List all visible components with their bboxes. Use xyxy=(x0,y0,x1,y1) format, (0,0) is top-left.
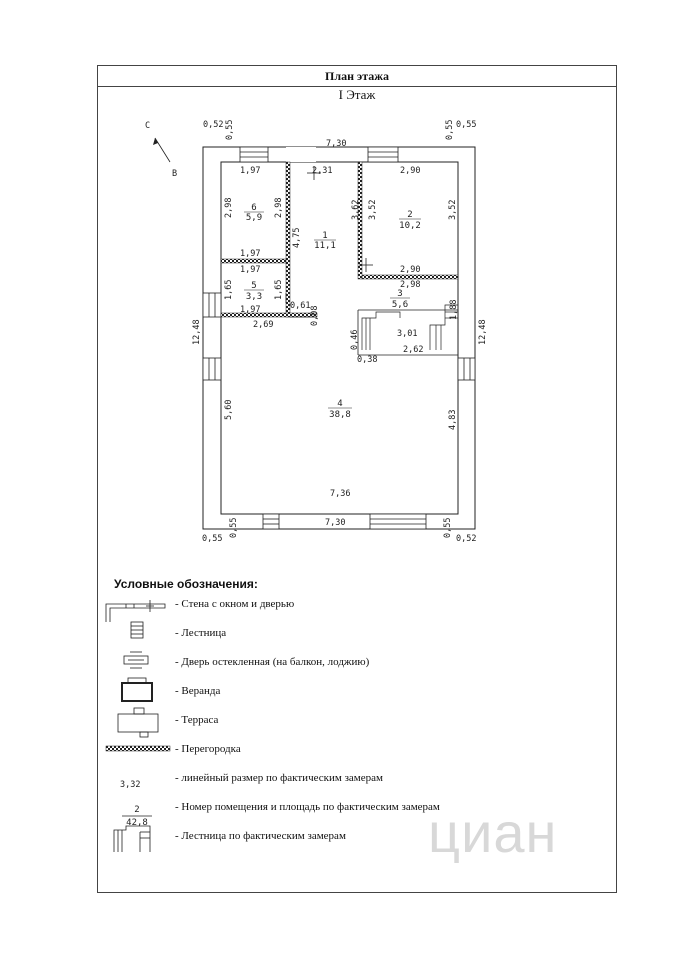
legend-item-stairs: - Лестница xyxy=(175,627,227,639)
svg-text:1,97: 1,97 xyxy=(240,265,261,275)
partition-icon xyxy=(106,746,170,751)
legend-item-glazed-door: - Дверь остекленная (на балкон, лоджию) xyxy=(175,656,370,668)
veranda-icon xyxy=(122,678,152,701)
legend-item-veranda: - Веранда xyxy=(175,685,221,697)
svg-text:2,98: 2,98 xyxy=(224,197,234,218)
svg-text:2,90: 2,90 xyxy=(400,166,421,176)
watermark-logo: циан xyxy=(428,801,558,864)
svg-text:0,55: 0,55 xyxy=(443,517,453,538)
svg-text:5,6: 5,6 xyxy=(391,300,409,310)
measured-stairs-icon xyxy=(114,826,150,852)
svg-text:7,36: 7,36 xyxy=(330,489,351,499)
legend-samples xyxy=(120,780,148,828)
svg-text:0,55: 0,55 xyxy=(202,534,223,544)
floor-label: I Этаж xyxy=(338,87,376,102)
room-2-label xyxy=(399,210,421,231)
svg-text:38,8: 38,8 xyxy=(329,410,351,420)
svg-text:12,48: 12,48 xyxy=(192,319,202,345)
sample-room-number: 2 xyxy=(134,805,140,815)
svg-text:7,30: 7,30 xyxy=(325,518,346,528)
svg-text:0,46: 0,46 xyxy=(350,329,360,350)
svg-text:2,69: 2,69 xyxy=(253,320,274,330)
compass-east: В xyxy=(172,169,178,179)
room-1-label xyxy=(314,231,336,251)
svg-text:4,75: 4,75 xyxy=(292,227,302,248)
svg-text:0,52: 0,52 xyxy=(456,534,477,544)
svg-text:2,90: 2,90 xyxy=(400,265,421,275)
svg-text:5: 5 xyxy=(251,281,257,291)
svg-text:3,62: 3,62 xyxy=(351,199,361,220)
outer-walls xyxy=(203,147,475,529)
svg-text:2,62: 2,62 xyxy=(403,345,424,355)
svg-text:5,9: 5,9 xyxy=(245,213,263,223)
compass-icon xyxy=(145,121,177,179)
legend-item-linear-size: - линейный размер по фактическим замерам xyxy=(175,772,383,784)
svg-text:3,52: 3,52 xyxy=(448,199,458,220)
svg-text:3,01: 3,01 xyxy=(397,329,418,339)
svg-text:0,55: 0,55 xyxy=(456,120,477,130)
svg-text:1,88: 1,88 xyxy=(449,299,459,320)
top-windows xyxy=(240,147,398,162)
svg-text:0,55: 0,55 xyxy=(225,119,235,140)
room-labels xyxy=(244,203,424,420)
legend-item-terrace: - Терраса xyxy=(175,714,219,726)
legend-item-wall: - Стена с окном и дверью xyxy=(175,598,295,610)
terrace-icon xyxy=(118,708,158,737)
svg-text:2: 2 xyxy=(407,210,413,220)
svg-text:0,08: 0,08 xyxy=(310,305,320,326)
svg-text:6: 6 xyxy=(251,203,257,213)
svg-text:12,48: 12,48 xyxy=(478,319,488,345)
room-4-label xyxy=(328,399,352,420)
wall-window-door-icon xyxy=(106,600,165,622)
svg-text:0,55: 0,55 xyxy=(229,517,239,538)
legend-item-partition: - Перегородка xyxy=(175,743,241,755)
svg-text:0,61: 0,61 xyxy=(290,301,311,311)
svg-text:3,3: 3,3 xyxy=(245,292,263,302)
svg-text:5,60: 5,60 xyxy=(224,399,234,420)
svg-text:1,97: 1,97 xyxy=(240,166,261,176)
room-6-label xyxy=(244,203,264,223)
plan-title: План этажа xyxy=(98,66,616,87)
glazed-door-icon xyxy=(124,652,148,668)
svg-text:1,97: 1,97 xyxy=(240,249,261,259)
svg-text:10,2: 10,2 xyxy=(399,221,421,231)
svg-text:2,31: 2,31 xyxy=(312,166,333,176)
legend-item-room-area: - Номер помещения и площадь по фактическим замерам xyxy=(175,801,440,813)
svg-text:4,83: 4,83 xyxy=(448,409,458,430)
svg-text:7,30: 7,30 xyxy=(326,139,347,149)
svg-text:1,65: 1,65 xyxy=(224,279,234,300)
svg-text:11,1: 11,1 xyxy=(314,241,336,251)
svg-text:0,38: 0,38 xyxy=(357,355,378,365)
svg-text:2,98: 2,98 xyxy=(274,197,284,218)
legend-item-measured-stairs: - Лестница по фактическим замерам xyxy=(175,830,346,842)
svg-text:3,52: 3,52 xyxy=(368,199,378,220)
svg-text:3: 3 xyxy=(397,289,403,299)
svg-text:4: 4 xyxy=(337,399,343,409)
svg-text:1: 1 xyxy=(322,231,328,241)
svg-text:1,97: 1,97 xyxy=(240,305,261,315)
room-3-label xyxy=(390,289,410,310)
stairs-legend-icon xyxy=(131,622,143,638)
outer-dimensions xyxy=(192,120,488,544)
room-5-label xyxy=(244,281,264,302)
sample-dimension: 3,32 xyxy=(120,780,141,790)
svg-text:2,98: 2,98 xyxy=(400,280,421,290)
sample-room-area: 42,8 xyxy=(126,818,148,828)
stairs-icon xyxy=(362,305,458,350)
svg-text:0,55: 0,55 xyxy=(445,119,455,140)
legend-title: Условные обозначения: xyxy=(114,577,258,591)
compass-north: С xyxy=(145,121,151,131)
svg-text:1,65: 1,65 xyxy=(274,279,284,300)
svg-text:0,52: 0,52 xyxy=(203,120,224,130)
